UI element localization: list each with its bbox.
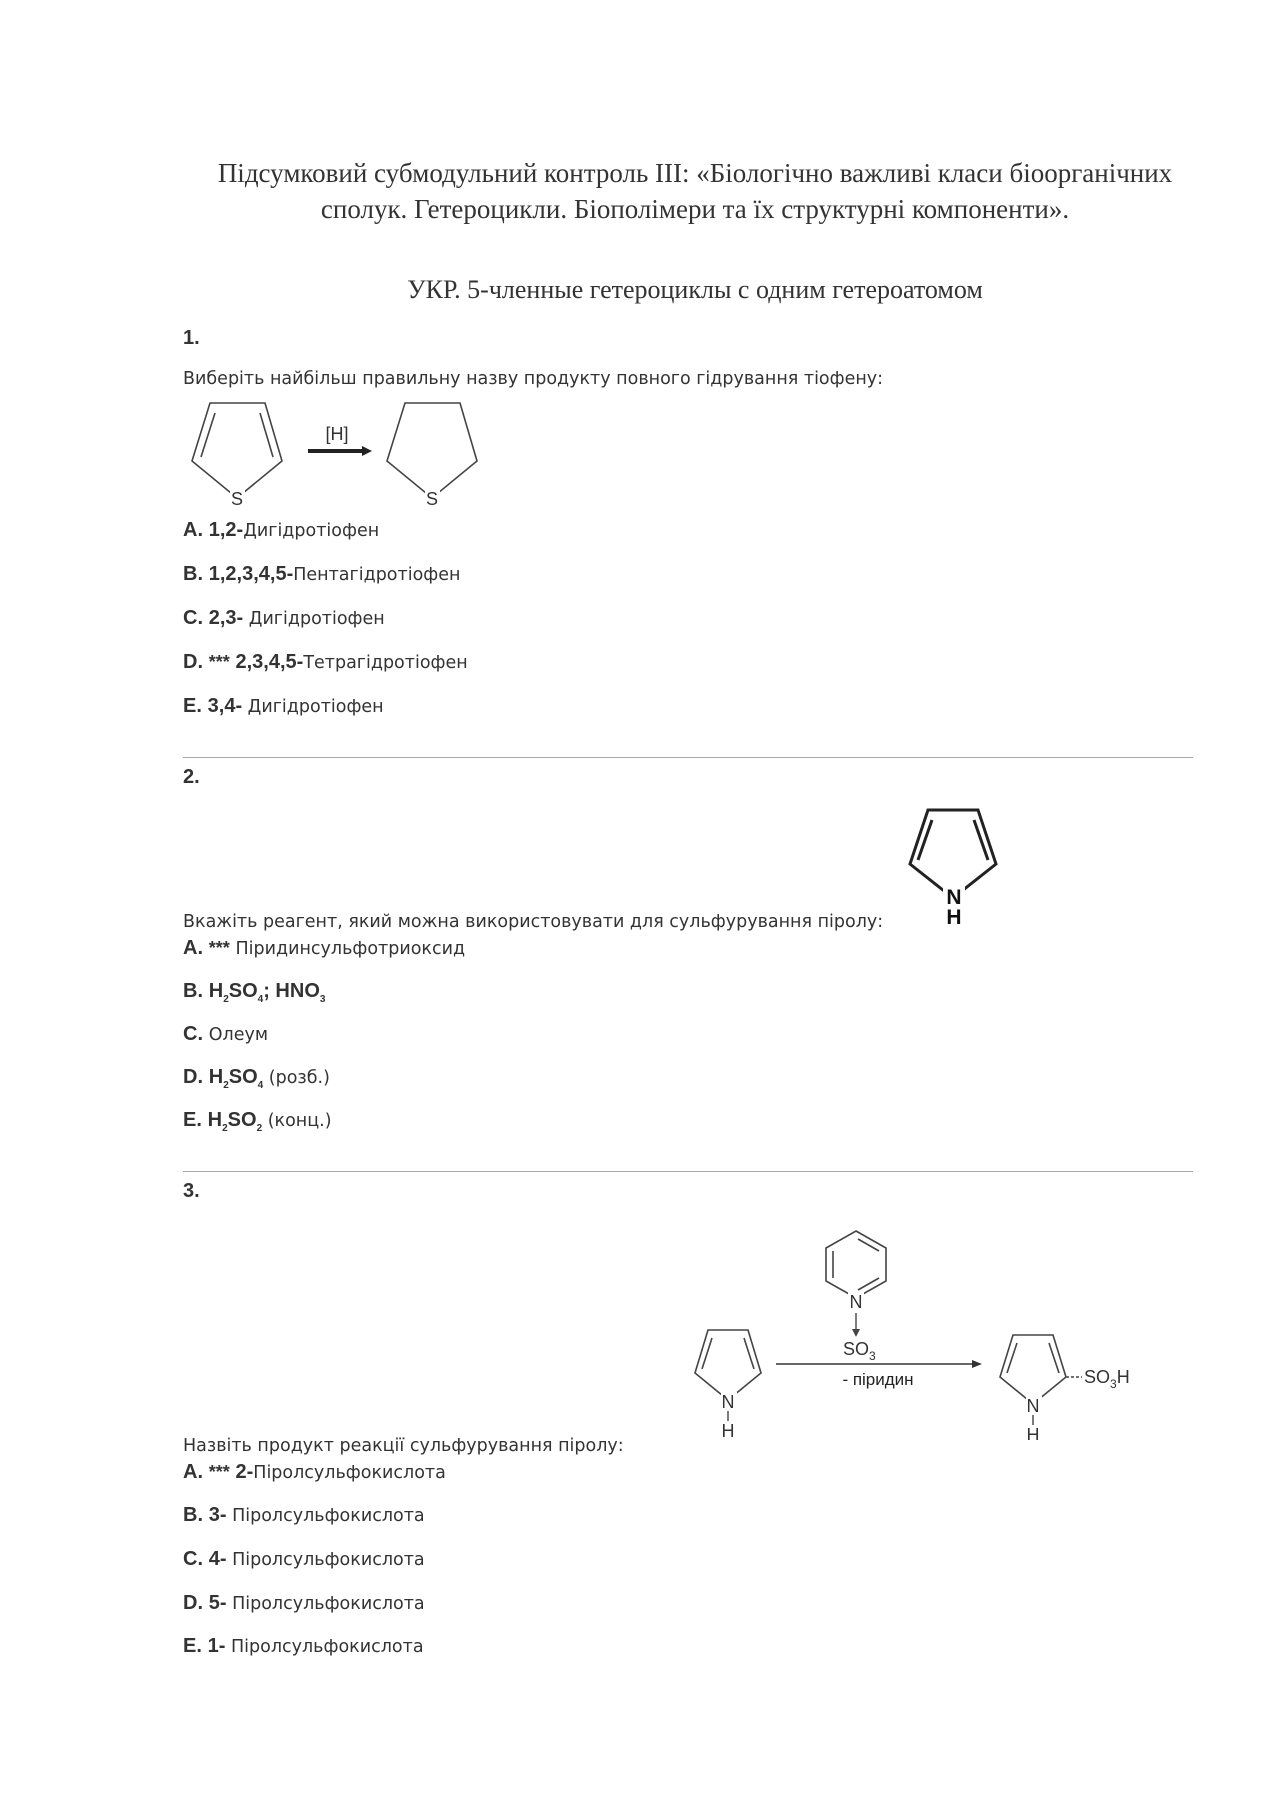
reaction-condition-label: - піридин <box>842 1370 914 1389</box>
option-2e[interactable]: E. $H_2SO_2$ (конц.) <box>183 1109 332 1134</box>
section-divider <box>183 1171 1193 1172</box>
pyrrole-sulfonation-scheme <box>680 1225 1150 1440</box>
option-3e[interactable]: E. 1- Піролсульфокислота <box>183 1635 424 1657</box>
hydrogen-atom-label: H <box>946 906 962 929</box>
question-1-number: 1. <box>183 327 200 349</box>
thiophene-ring <box>192 403 282 498</box>
thiophene-hydrogenation-scheme <box>180 395 510 515</box>
option-3a[interactable]: A. *** 2-Піролсульфокислота <box>183 1461 446 1483</box>
pyridine-ring <box>826 1231 886 1298</box>
option-1e[interactable]: E. 3,4- Дигідротіофен <box>183 695 384 717</box>
nitrogen-atom-label: N <box>721 1392 735 1412</box>
option-2b[interactable]: B. $H_2SO_4$; $HNO_3$ <box>183 980 326 1005</box>
nitrogen-atom-label: N <box>946 886 962 909</box>
pyridine-nitrogen-label: N <box>849 1292 863 1312</box>
pyrrolesulfonic-acid-ring <box>1000 1335 1066 1404</box>
option-3c[interactable]: C. 4- Піролсульфокислота <box>183 1548 425 1570</box>
question-3-text: Назвіть продукт реакції сульфурування піролу: <box>183 1436 624 1456</box>
option-2a[interactable]: A. *** Піридинсульфотриоксид <box>183 937 466 959</box>
option-1d[interactable]: D. *** 2,3,4,5-Тетрагідротіофен <box>183 651 468 673</box>
section-divider <box>183 757 1193 758</box>
sulfur-trioxide-label: $SO_3$ <box>843 1339 876 1363</box>
tetrahydrothiophene-ring <box>387 403 477 498</box>
option-3b[interactable]: B. 3- Піролсульфокислота <box>183 1504 425 1526</box>
option-1a[interactable]: A. 1,2-Дигідротіофен <box>183 519 380 541</box>
sulfur-atom-label: S <box>230 489 244 509</box>
reagent-label: [H] <box>325 424 349 444</box>
pyrrole-ring <box>695 1330 761 1400</box>
hydrogen-atom-label: H <box>1026 1425 1040 1440</box>
pyrrole-structure <box>900 800 1006 930</box>
question-2-text: Вкажіть реагент, який можна використовувати для сульфурування піролу: <box>183 912 884 932</box>
sulfur-atom-label: S <box>425 489 439 509</box>
question-3-number: 3. <box>183 1180 200 1202</box>
document-subtitle: УКР. 5-членные гетероциклы с одним гетероатомом <box>407 275 983 304</box>
sulfonic-group-label: $SO_3H$ <box>1084 1367 1130 1391</box>
question-2-number: 2. <box>183 766 200 788</box>
question-1-text: Виберіть найбільш правильну назву продукту повного гідрування тіофену: <box>183 369 884 389</box>
option-1b[interactable]: B. 1,2,3,4,5-Пентагідротіофен <box>183 563 461 585</box>
option-3d[interactable]: D. 5- Піролсульфокислота <box>183 1592 425 1614</box>
nitrogen-atom-label: N <box>1026 1396 1040 1416</box>
hydrogen-atom-label: H <box>721 1421 735 1440</box>
option-1c[interactable]: C. 2,3- Дигідротіофен <box>183 607 385 629</box>
document-title: Підсумковий субмодульний контроль III: «Біологічно важливі класи біоорганічних сполук. Гетероцикли. Біополімери та їх структурні компоненти». <box>217 158 1173 224</box>
option-2c[interactable]: C. Олеум <box>183 1023 269 1045</box>
option-2d[interactable]: D. $H_2SO_4$ (розб.) <box>183 1066 330 1091</box>
